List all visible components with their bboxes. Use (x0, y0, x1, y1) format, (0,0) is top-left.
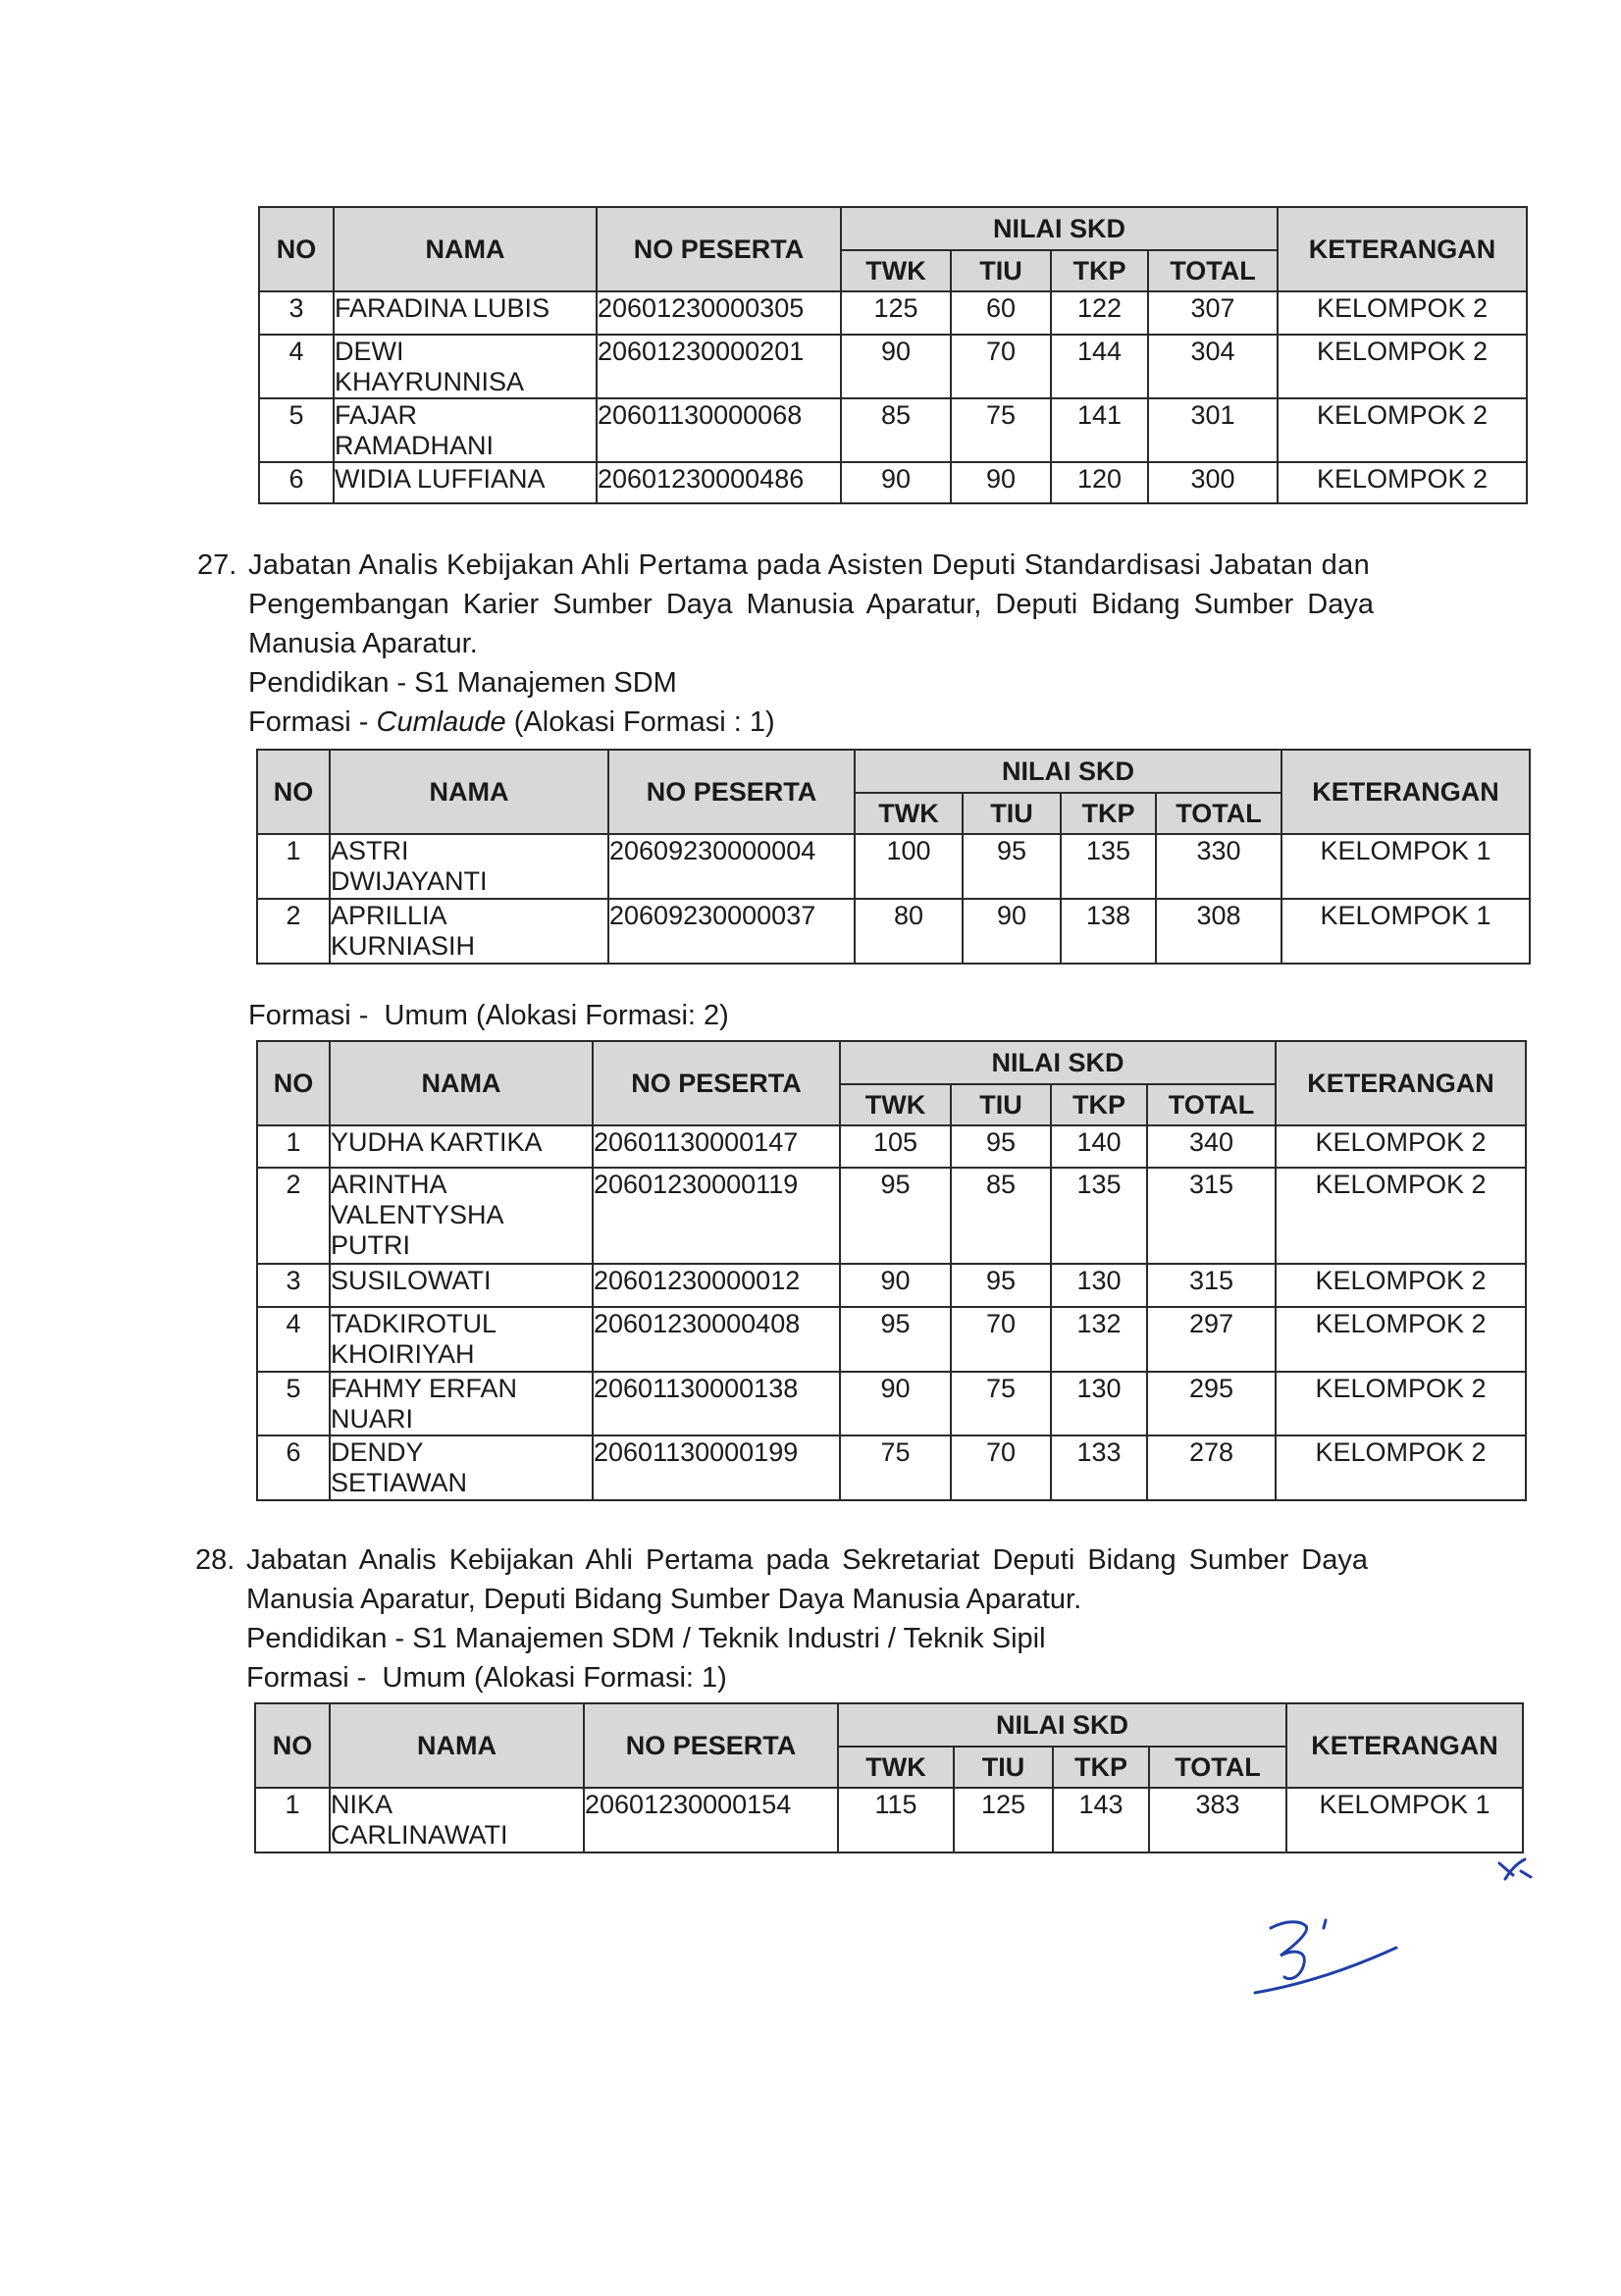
cell-nama: WIDIA LUFFIANA (334, 462, 597, 503)
cell-peserta: 20601230000305 (597, 291, 841, 335)
col-tiu: TIU (963, 793, 1061, 834)
cell-nama: FARADINA LUBIS (334, 291, 597, 335)
cell-no: 1 (257, 834, 330, 899)
cell-tkp: 132 (1051, 1307, 1147, 1372)
cell-peserta: 20601130000199 (593, 1435, 840, 1500)
cell-twk: 90 (841, 462, 951, 503)
col-no: NO (255, 1703, 330, 1788)
cell-tkp: 130 (1051, 1372, 1147, 1435)
cell-keterangan: KELOMPOK 1 (1281, 834, 1530, 899)
table-row (257, 834, 1530, 899)
cell-no: 6 (259, 462, 334, 503)
cell-peserta: 20601230000486 (597, 462, 841, 503)
cell-tiu: 90 (951, 462, 1051, 503)
cell-keterangan: KELOMPOK 2 (1276, 1372, 1526, 1435)
cell-twk: 90 (840, 1372, 951, 1435)
col-tiu: TIU (954, 1747, 1053, 1788)
col-twk: TWK (841, 250, 951, 291)
cell-peserta: 20601230000201 (597, 335, 841, 398)
col-tkp: TKP (1051, 250, 1148, 291)
col-total: TOTAL (1149, 1747, 1286, 1788)
col-no-peserta: NO PESERTA (584, 1703, 838, 1788)
description-line: Pengembangan Karier Sumber Daya Manusia Aparatur, Deputi Bidang Sumber Daya (248, 589, 1374, 620)
cell-total: 300 (1148, 462, 1278, 503)
cell-total: 295 (1147, 1372, 1276, 1435)
formasi-umum-28: Formasi - Umum (Alokasi Formasi: 1) (246, 1662, 727, 1694)
cell-total: 301 (1148, 398, 1278, 462)
cell-tiu: 85 (951, 1168, 1051, 1264)
cell-twk: 80 (855, 899, 963, 964)
cell-peserta: 20609230000004 (608, 834, 855, 899)
cell-keterangan: KELOMPOK 2 (1278, 335, 1527, 398)
cell-peserta: 20601130000068 (597, 398, 841, 462)
table-row (257, 1372, 1526, 1435)
cell-total: 315 (1147, 1264, 1276, 1307)
cell-keterangan: KELOMPOK 2 (1278, 462, 1527, 503)
col-nilai-skd: NILAI SKD (838, 1703, 1286, 1747)
cell-tkp: 133 (1051, 1435, 1147, 1500)
cell-tiu: 95 (951, 1125, 1051, 1168)
cell-twk: 90 (841, 335, 951, 398)
formasi-prefix: Formasi - (248, 706, 377, 738)
cell-no: 3 (257, 1264, 330, 1307)
cell-no: 1 (257, 1125, 330, 1168)
table-row (257, 1168, 1526, 1264)
col-no: NO (257, 750, 330, 834)
description-line: Jabatan Analis Kebijakan Ahli Pertama pada Asisten Deputi Standardisasi Jabatan dan (248, 549, 1371, 581)
cell-tiu: 60 (951, 291, 1051, 335)
col-total: TOTAL (1156, 793, 1281, 834)
cell-tkp: 144 (1051, 335, 1148, 398)
cell-keterangan: KELOMPOK 2 (1276, 1125, 1526, 1168)
cell-peserta: 20601230000408 (593, 1307, 840, 1372)
cell-total: 304 (1148, 335, 1278, 398)
cell-tiu: 125 (954, 1788, 1053, 1852)
table-row (257, 1125, 1526, 1168)
formasi-umum-27: Formasi - Umum (Alokasi Formasi: 2) (248, 1000, 729, 1031)
col-keterangan: KETERANGAN (1281, 750, 1530, 834)
formasi-cumlaude (248, 703, 775, 742)
formasi-type: Cumlaude (376, 706, 506, 738)
cell-total: 330 (1156, 834, 1281, 899)
cell-keterangan: KELOMPOK 1 (1281, 899, 1530, 964)
cell-no: 5 (257, 1372, 330, 1435)
cell-twk: 105 (840, 1125, 951, 1168)
description-line: Manusia Aparatur. (248, 628, 478, 659)
col-total: TOTAL (1147, 1084, 1276, 1125)
item-number: 28. (195, 1544, 235, 1576)
formasi-alokasi: (Alokasi Formasi : 1) (505, 706, 775, 738)
cell-tkp: 122 (1051, 291, 1148, 335)
cell-tkp: 143 (1053, 1788, 1149, 1852)
cell-twk: 125 (841, 291, 951, 335)
cell-nama: FAHMY ERFAN NUARI (330, 1372, 593, 1435)
cell-total: 278 (1147, 1435, 1276, 1500)
col-tkp: TKP (1061, 793, 1156, 834)
col-nama: NAMA (330, 1703, 584, 1788)
cell-keterangan: KELOMPOK 1 (1286, 1788, 1523, 1852)
col-keterangan: KETERANGAN (1276, 1041, 1526, 1125)
cell-tiu: 95 (951, 1264, 1051, 1307)
cell-keterangan: KELOMPOK 2 (1276, 1435, 1526, 1500)
initial-paraf-small (1491, 1850, 1541, 1889)
cell-nama: APRILLIA KURNIASIH (330, 899, 608, 964)
cell-keterangan: KELOMPOK 2 (1278, 291, 1527, 335)
cell-tiu: 75 (951, 398, 1051, 462)
item-28-heading (195, 1540, 1471, 1619)
table-row (259, 398, 1527, 462)
cell-keterangan: KELOMPOK 2 (1276, 1168, 1526, 1264)
cell-tiu: 70 (951, 1435, 1051, 1500)
cell-twk: 100 (855, 834, 963, 899)
cell-total: 307 (1148, 291, 1278, 335)
cell-peserta: 20601130000147 (593, 1125, 840, 1168)
cell-total: 308 (1156, 899, 1281, 964)
cell-keterangan: KELOMPOK 2 (1276, 1264, 1526, 1307)
cell-twk: 95 (840, 1307, 951, 1372)
cell-peserta: 20609230000037 (608, 899, 855, 964)
cell-tiu: 70 (951, 335, 1051, 398)
table-row (257, 1264, 1526, 1307)
cell-tiu: 95 (963, 834, 1061, 899)
col-no-peserta: NO PESERTA (593, 1041, 840, 1125)
score-table-continued (258, 206, 1528, 504)
table-row (259, 462, 1527, 503)
cell-tkp: 140 (1051, 1125, 1147, 1168)
col-keterangan: KETERANGAN (1286, 1703, 1523, 1788)
score-table-cumlaude (256, 749, 1531, 965)
cell-nama: TADKIROTUL KHOIRIYAH (330, 1307, 593, 1372)
cell-nama: DENDY SETIAWAN (330, 1435, 593, 1500)
col-twk: TWK (855, 793, 963, 834)
cell-total: 340 (1147, 1125, 1276, 1168)
pendidikan-28: Pendidikan - S1 Manajemen SDM / Teknik Industri / Teknik Sipil (246, 1623, 1046, 1654)
col-tkp: TKP (1053, 1747, 1149, 1788)
cell-tiu: 75 (951, 1372, 1051, 1435)
table-row (259, 291, 1527, 335)
col-twk: TWK (840, 1084, 951, 1125)
cell-tkp: 138 (1061, 899, 1156, 964)
cell-keterangan: KELOMPOK 2 (1276, 1307, 1526, 1372)
cell-twk: 95 (840, 1168, 951, 1264)
col-nilai-skd: NILAI SKD (840, 1041, 1276, 1084)
cell-peserta: 20601130000138 (593, 1372, 840, 1435)
cell-no: 1 (255, 1788, 330, 1852)
table-row (259, 335, 1527, 398)
cell-peserta: 20601230000154 (584, 1788, 838, 1852)
cell-tiu: 70 (951, 1307, 1051, 1372)
table-row (257, 1307, 1526, 1372)
col-nilai-skd: NILAI SKD (855, 750, 1281, 793)
cell-no: 4 (259, 335, 334, 398)
cell-nama: DEWI KHAYRUNNISA (334, 335, 597, 398)
col-no: NO (257, 1041, 330, 1125)
cell-twk: 115 (838, 1788, 954, 1852)
cell-no: 2 (257, 899, 330, 964)
description-line: Jabatan Analis Kebijakan Ahli Pertama pada Sekretariat Deputi Bidang Sumber Daya (246, 1544, 1368, 1576)
item-number: 27. (197, 549, 237, 581)
table-row (257, 899, 1530, 964)
cell-tiu: 90 (963, 899, 1061, 964)
col-nilai-skd: NILAI SKD (841, 207, 1278, 250)
col-total: TOTAL (1148, 250, 1278, 291)
cell-twk: 90 (840, 1264, 951, 1307)
cell-tkp: 130 (1051, 1264, 1147, 1307)
pendidikan-27: Pendidikan - S1 Manajemen SDM (248, 667, 677, 699)
col-keterangan: KETERANGAN (1278, 207, 1527, 291)
cell-no: 2 (257, 1168, 330, 1264)
cell-peserta: 20601230000119 (593, 1168, 840, 1264)
cell-twk: 75 (840, 1435, 951, 1500)
col-no-peserta: NO PESERTA (597, 207, 841, 291)
cell-tkp: 141 (1051, 398, 1148, 462)
col-tkp: TKP (1051, 1084, 1147, 1125)
table-row (257, 1435, 1526, 1500)
cell-total: 383 (1149, 1788, 1286, 1852)
col-nama: NAMA (330, 1041, 593, 1125)
cell-tkp: 135 (1061, 834, 1156, 899)
cell-keterangan: KELOMPOK 2 (1278, 398, 1527, 462)
col-nama: NAMA (334, 207, 597, 291)
cell-nama: YUDHA KARTIKA (330, 1125, 593, 1168)
cell-tkp: 120 (1051, 462, 1148, 503)
col-tiu: TIU (951, 1084, 1051, 1125)
col-no: NO (259, 207, 334, 291)
cell-no: 6 (257, 1435, 330, 1500)
cell-nama: FAJAR RAMADHANI (334, 398, 597, 462)
col-tiu: TIU (951, 250, 1051, 291)
cell-total: 315 (1147, 1168, 1276, 1264)
item-27-description (248, 546, 1445, 663)
cell-no: 5 (259, 398, 334, 462)
col-nama: NAMA (330, 750, 608, 834)
score-table-umum-27 (256, 1040, 1527, 1501)
col-no-peserta: NO PESERTA (608, 750, 855, 834)
description-line: Manusia Aparatur, Deputi Bidang Sumber Daya Manusia Aparatur. (246, 1584, 1082, 1615)
table-row (255, 1788, 1523, 1852)
cell-twk: 85 (841, 398, 951, 462)
cell-nama: ARINTHA VALENTYSHA PUTRI (330, 1168, 593, 1264)
item-28-description (246, 1540, 1443, 1619)
cell-nama: NIKA CARLINAWATI (330, 1788, 584, 1852)
signature-paraf (1241, 1899, 1408, 2016)
cell-no: 4 (257, 1307, 330, 1372)
col-twk: TWK (838, 1747, 954, 1788)
cell-total: 297 (1147, 1307, 1276, 1372)
cell-nama: SUSILOWATI (330, 1264, 593, 1307)
item-27-heading (197, 546, 1473, 659)
cell-tkp: 135 (1051, 1168, 1147, 1264)
cell-nama: ASTRI DWIJAYANTI (330, 834, 608, 899)
cell-peserta: 20601230000012 (593, 1264, 840, 1307)
score-table-28 (254, 1702, 1524, 1853)
cell-no: 3 (259, 291, 334, 335)
